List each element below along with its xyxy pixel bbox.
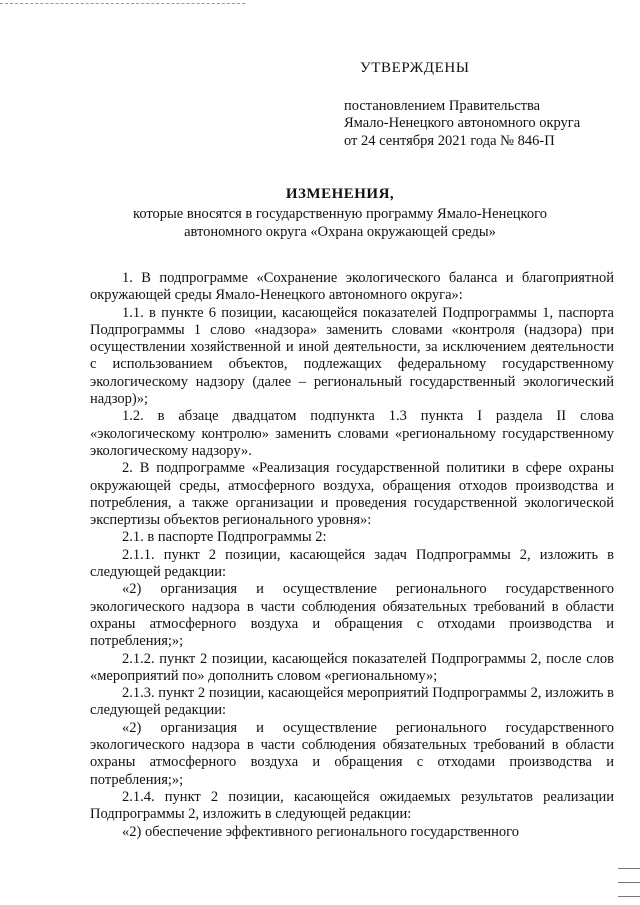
side-scan-line [618, 882, 640, 883]
paragraph: 2. В подпрограмме «Реализация государственной политики в сфере охраны окружающей среды, атмосферного воздуха, обращения отходов производства и потребления, а также организации и проведения государственной экологической экспертизы объектов регионального уровня»: [90, 460, 614, 529]
paragraph: 2.1.4. пункт 2 позиции, касающейся ожидаемых результатов реализации Подпрограммы 2, изложить в следующей редакции: [90, 788, 614, 823]
paragraph: 1. В подпрограмме «Сохранение экологического баланса и благоприятной окружающей среды Ямало-Ненецкого автономного округа»: [90, 270, 614, 304]
paragraph: 2.1.2. пункт 2 позиции, касающейся показателей Подпрограммы 2, после слов «мероприятий по» дополнить словом «региональному»; [90, 650, 614, 684]
approval-line: постановлением Правительства [344, 97, 541, 114]
side-scan-line [618, 896, 640, 897]
top-edge-line [0, 3, 245, 4]
paragraph: 2.1.3. пункт 2 позиции, касающейся мероприятий Подпрограммы 2, изложить в следующей редакции: [90, 685, 614, 719]
side-scan-line [618, 868, 640, 869]
approval-block [344, 60, 634, 150]
paragraph: 2.1. в паспорте Подпрограммы 2: [122, 529, 327, 546]
paragraph: «2) обеспечение эффективного регионального государственного [122, 823, 520, 840]
paragraph: 1.2. в абзаце двадцатом подпункта 1.3 пункта I раздела II слова «экологическому контролю» заменить словами «региональному государственному экологическому надзору». [90, 408, 614, 459]
paragraph: 1.1. в пункте 6 позиции, касающейся показателей Подпрограммы 1, паспорта Подпрограммы 1 слово «надзора» заменить словами «контроля (надзора) при осуществлении хозяйственной и иной деятельности, за исключением деятельности с использованием объектов, подлежащих федеральному государственному экологическому надзору (далее – региональный государственный экологический надзор)»; [90, 304, 614, 408]
document-heading [60, 185, 620, 241]
approval-line: Ямало-Ненецкого автономного округа [344, 115, 581, 131]
paragraph: «2) организация и осуществление регионального государственного экологического надзора в части соблюдения обязательных требований в области охраны атмосферного воздуха и обращения с отходами производства и потребления;»; [90, 581, 614, 650]
paragraph: 2.1.1. пункт 2 позиции, касающейся задач Подпрограммы 2, изложить в следующей редакции: [90, 546, 614, 581]
document-title: ИЗМЕНЕНИЯ, [285, 186, 395, 202]
approval-title: УТВЕРЖДЕНЫ [360, 60, 470, 76]
approval-line: от 24 сентября 2021 года № 846-П [344, 132, 555, 149]
document-subtitle-line: которые вносятся в государственную программу Ямало-Ненецкого [133, 206, 547, 222]
document-subtitle-line: автономного округа «Охрана окружающей среды» [184, 224, 496, 240]
document-body [90, 270, 614, 841]
paragraph: «2) организация и осуществление регионального государственного экологического надзора в части соблюдения обязательных требований в области охраны атмосферного воздуха и обращения с отходами производства и потребления;»; [90, 719, 614, 788]
